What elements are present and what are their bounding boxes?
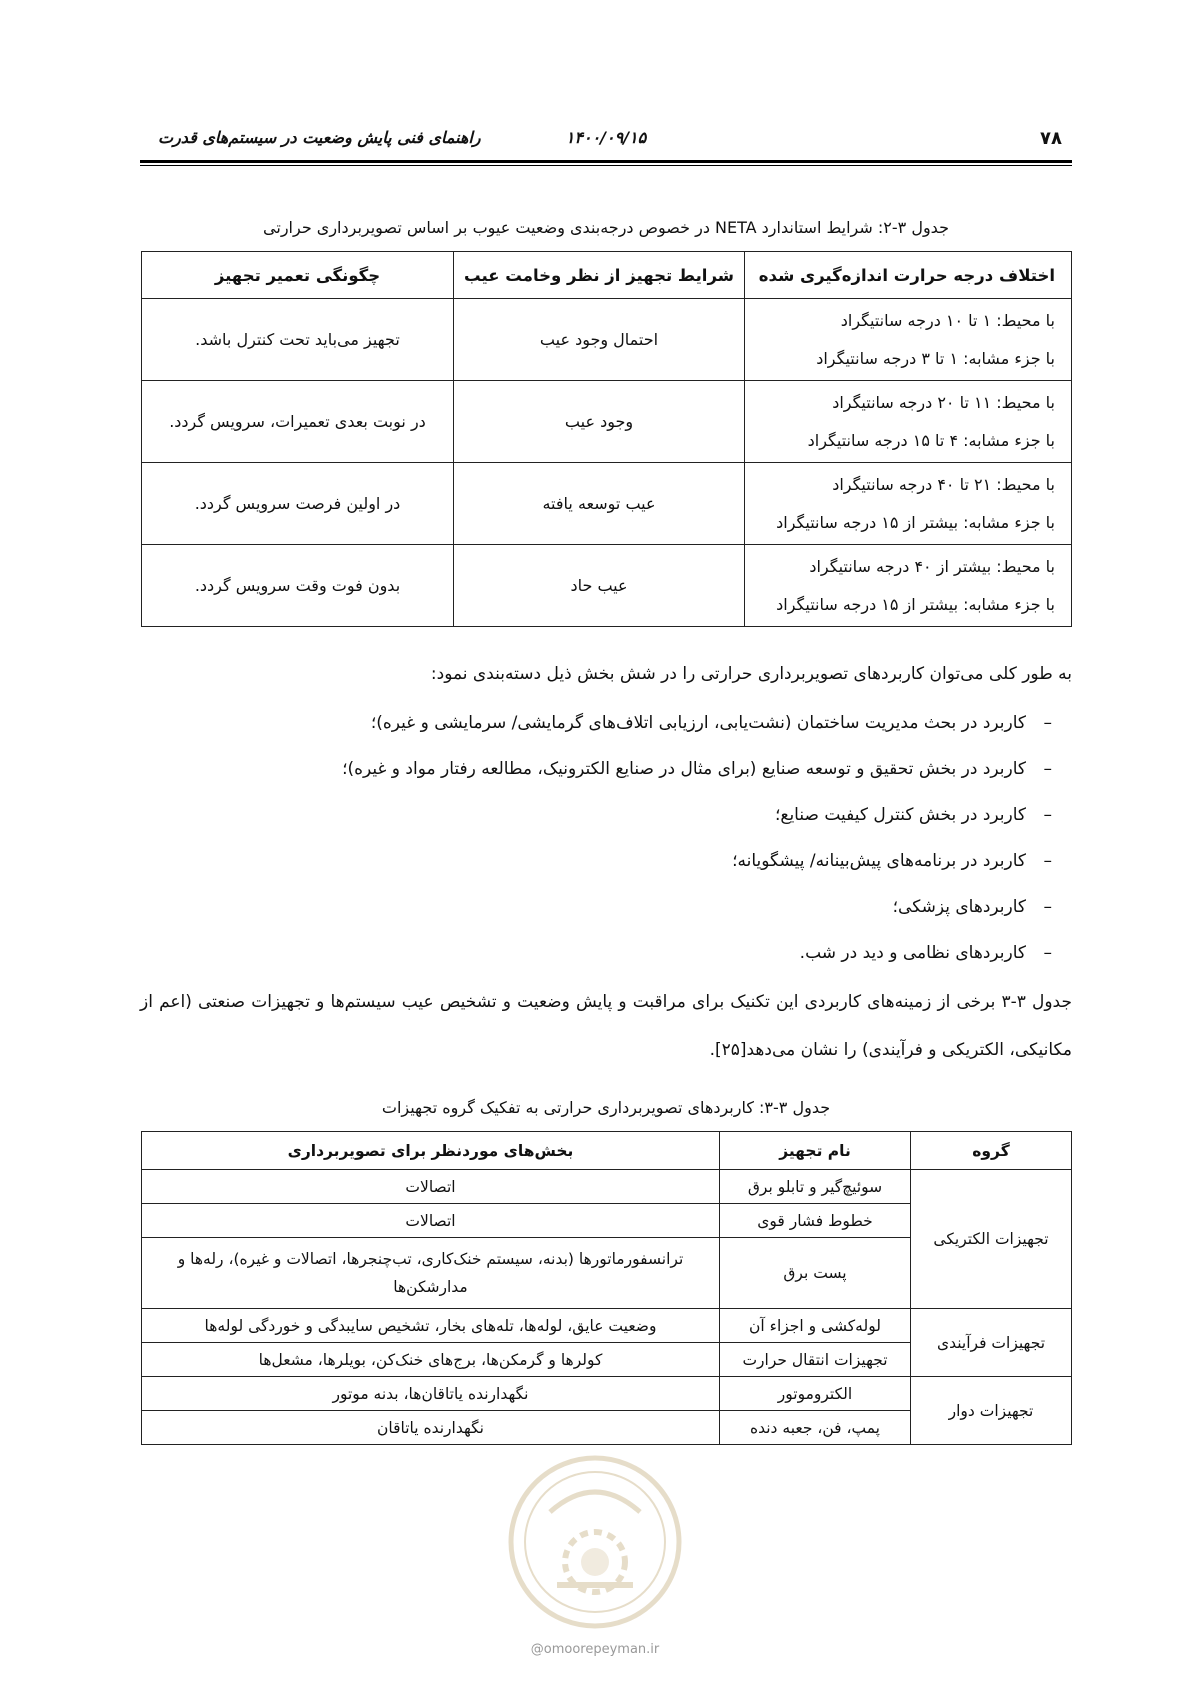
equipment-cell: تجهیزات انتقال حرارت: [720, 1343, 911, 1377]
list-item: –کاربرد در بخش تحقیق و توسعه صنایع (برای مثال در صنایع الکترونیک، مطالعه رفتار مواد و غیره)؛: [342, 759, 1052, 779]
parts-cell: نگهدارنده یاتاقان: [142, 1411, 720, 1445]
body-paragraph: جدول ۳-۳ برخی از زمینه‌های کاربردی این تکنیک برای مراقبت و پایش وضعیت و تشخیص عیب سیستم‌ها و تجهیزات صنعتی (اعم از مکانیکی، الکتریکی و فرآیندی) را نشان می‌دهد[۲۵].: [140, 992, 1072, 1060]
intro-paragraph: به طور کلی می‌توان کاربردهای تصویربرداری حرارتی را در شش بخش ذیل دسته‌بندی نمود:: [430, 664, 1072, 684]
condition-cell: احتمال وجود عیب: [454, 299, 745, 381]
group-cell: تجهیزات دوار: [911, 1377, 1072, 1445]
table2-caption: جدول ۳-۳: کاربردهای تصویربرداری حرارتی به تفکیک گروه تجهیزات: [381, 1098, 831, 1117]
table-header-row: [142, 252, 1072, 299]
list-item: –کاربرد در برنامه‌های پیش‌بینانه/ پیشگویانه؛: [732, 851, 1052, 871]
equipment-cell: لوله‌کشی و اجزاء آن: [720, 1309, 911, 1343]
equipment-cell: سوئیچ‌گیر و تابلو برق: [720, 1170, 911, 1204]
condition-cell: عیب توسعه یافته: [454, 463, 745, 545]
table-row: [142, 381, 1072, 463]
applications-list: [140, 700, 1072, 976]
column-header: بخش‌های موردنظر برای تصویربرداری: [142, 1132, 720, 1170]
column-header: اختلاف درجه حرارت اندازه‌گیری شده: [745, 252, 1072, 299]
list-item: –کاربردهای نظامی و دید در شب.: [799, 943, 1052, 963]
column-header: چگونگی تعمیر تجهیز: [142, 252, 454, 299]
condition-cell: وجود عیب: [454, 381, 745, 463]
parts-cell: ترانسفورماتورها (بدنه، سیستم خنک‌کاری، تب‌چنجرها، اتصالات و غیره)، رله‌ها و مدارشکن‌ها: [142, 1238, 720, 1309]
equipment-cell: پمپ، فن، جعبه دنده: [720, 1411, 911, 1445]
group-cell: تجهیزات الکتریکی: [911, 1170, 1072, 1309]
page-number: ۷۸: [1040, 128, 1062, 149]
watermark-url: @omoorepeyman.ir: [530, 1642, 660, 1657]
table-row: [142, 545, 1072, 627]
equipment-cell: الکتروموتور: [720, 1377, 911, 1411]
equipment-cell: خطوط فشار قوی: [720, 1204, 911, 1238]
watermark-logo-icon: [505, 1452, 685, 1632]
header-title: راهنمای فنی پایش وضعیت در سیستم‌های قدرت: [158, 128, 481, 147]
temp-cell: با محیط: ۲۱ تا ۴۰ درجه سانتیگراد با جزء مشابه: بیشتر از ۱۵ درجه سانتیگراد: [745, 463, 1072, 545]
table-header-row: [142, 1132, 1072, 1170]
table-row: [142, 1170, 1072, 1204]
condition-cell: عیب حاد: [454, 545, 745, 627]
parts-cell: کولرها و گرمکن‌ها، برج‌های خنک‌کن، بویلرها، مشعل‌ها: [142, 1343, 720, 1377]
column-header: گروه: [911, 1132, 1072, 1170]
repair-cell: در اولین فرصت سرویس گردد.: [142, 463, 454, 545]
group-cell: تجهیزات فرآیندی: [911, 1309, 1072, 1377]
header-rule-thin: [140, 165, 1072, 166]
applications-table: [141, 1131, 1072, 1445]
parts-cell: اتصالات: [142, 1170, 720, 1204]
repair-cell: در نوبت بعدی تعمیرات، سرویس گردد.: [142, 381, 454, 463]
temp-cell: با محیط: ۱ تا ۱۰ درجه سانتیگراد با جزء مشابه: ۱ تا ۳ درجه سانتیگراد: [745, 299, 1072, 381]
column-header: نام تجهیز: [720, 1132, 911, 1170]
list-item: –کاربرد در بخش کنترل کیفیت صنایع؛: [775, 805, 1052, 825]
header-date: ۱۴۰۰/۰۹/۱۵: [565, 128, 647, 147]
table-row: [142, 299, 1072, 381]
repair-cell: بدون فوت وقت سرویس گردد.: [142, 545, 454, 627]
list-item: –کاربردهای پزشکی؛: [892, 897, 1052, 917]
parts-cell: اتصالات: [142, 1204, 720, 1238]
parts-cell: نگهدارنده یاتاقان‌ها، بدنه موتور: [142, 1377, 720, 1411]
neta-table: [141, 251, 1072, 627]
list-item: –کاربرد در بحث مدیریت ساختمان (نشت‌یابی، ارزیابی اتلاف‌های گرمایشی/ سرمایشی و غیره)؛: [370, 713, 1052, 733]
table-row: [142, 1377, 1072, 1411]
repair-cell: تجهیز می‌باید تحت کنترل باشد.: [142, 299, 454, 381]
parts-cell: وضعیت عایق، لوله‌ها، تله‌های بخار، تشخیص سایبدگی و خوردگی لوله‌ها: [142, 1309, 720, 1343]
column-header: شرایط تجهیز از نظر وخامت عیب: [454, 252, 745, 299]
page-header: [140, 128, 1072, 152]
table-row: [142, 463, 1072, 545]
temp-cell: با محیط: بیشتر از ۴۰ درجه سانتیگراد با جزء مشابه: بیشتر از ۱۵ درجه سانتیگراد: [745, 545, 1072, 627]
table1-caption: جدول ۳-۲: شرایط استاندارد NETA در خصوص درجه‌بندی وضعیت عیوب بر اساس تصویربرداری حرارتی: [263, 218, 949, 237]
header-rule: [140, 160, 1072, 163]
equipment-cell: پست برق: [720, 1238, 911, 1309]
temp-cell: با محیط: ۱۱ تا ۲۰ درجه سانتیگراد با جزء مشابه: ۴ تا ۱۵ درجه سانتیگراد: [745, 381, 1072, 463]
table-row: [142, 1309, 1072, 1343]
